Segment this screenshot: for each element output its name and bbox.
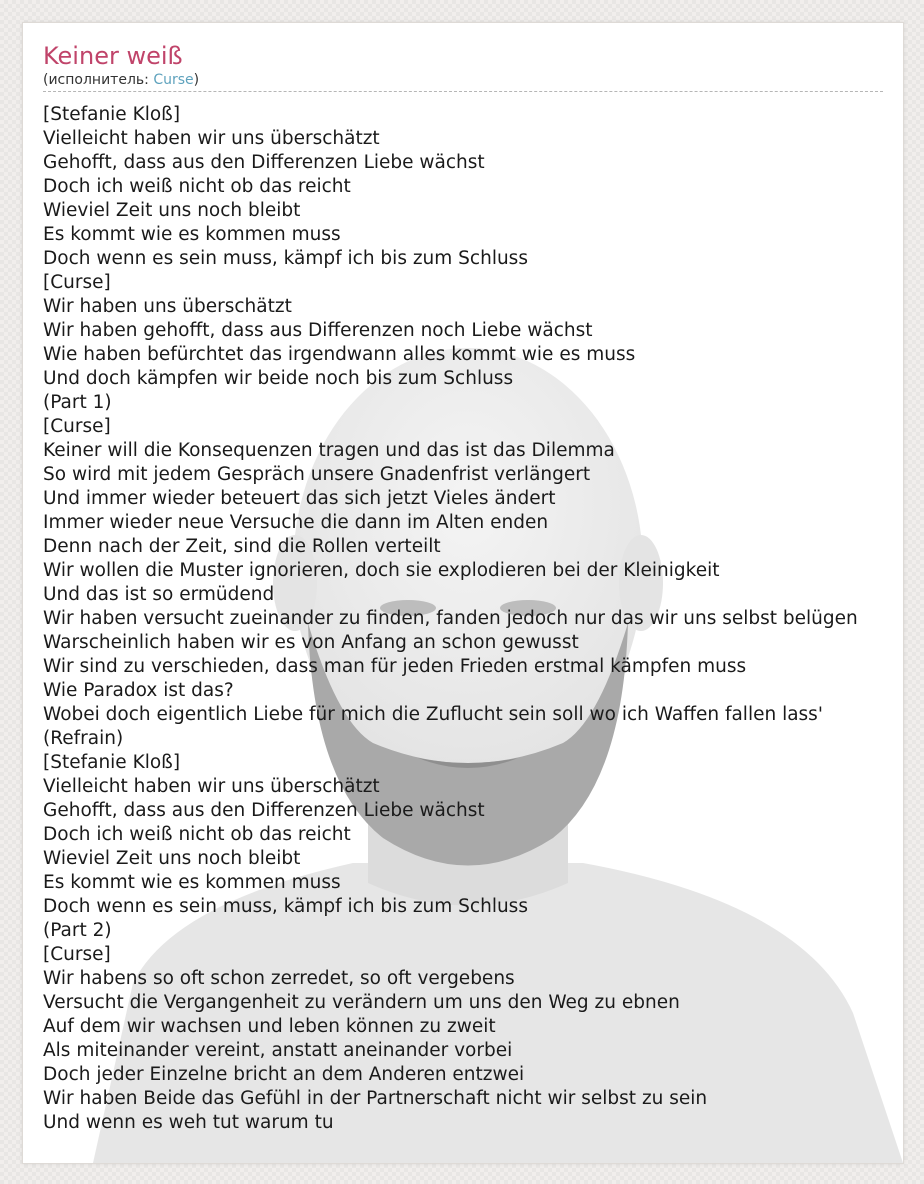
lyric-line: [Curse] (43, 944, 111, 965)
artist-link[interactable]: Curse (153, 72, 194, 88)
lyric-line: Versucht die Vergangenheit zu verändern um uns den Weg zu ebnen (43, 992, 680, 1013)
lyric-line: Vielleicht haben wir uns überschätzt (43, 776, 380, 797)
lyric-line: Doch jeder Einzelne bricht an dem Anderen entzwei (43, 1064, 525, 1085)
lyric-line: Doch ich weiß nicht ob das reicht (43, 176, 351, 197)
lyric-line: [Curse] (43, 272, 111, 293)
artist-line (43, 71, 903, 91)
lyric-line: Es kommt wie es kommen muss (43, 872, 341, 893)
lyric-line: Und doch kämpfen wir beide noch bis zum Schluss (43, 368, 514, 389)
lyric-line: Und wenn es weh tut warum tu (43, 1112, 334, 1133)
lyric-line: Wieviel Zeit uns noch bleibt (43, 200, 301, 221)
lyric-line: Auf dem wir wachsen und leben können zu zweit (43, 1016, 496, 1037)
lyric-line: Wobei doch eigentlich Liebe für mich die Zuflucht sein soll wo ich Waffen fallen lass' (43, 704, 823, 725)
lyric-line: [Stefanie Kloß] (43, 752, 181, 773)
title-divider (43, 91, 883, 92)
artist-suffix: ) (193, 72, 200, 88)
lyric-line: Gehofft, dass aus den Differenzen Liebe wächst (43, 800, 485, 821)
lyric-line: Als miteinander vereint, anstatt aneinander vorbei (43, 1040, 513, 1061)
lyric-line: Und das ist so ermüdend (43, 584, 275, 605)
lyric-line: Immer wieder neue Versuche die dann im Alten enden (43, 512, 549, 533)
lyric-line: Denn nach der Zeit, sind die Rollen verteilt (43, 536, 441, 557)
lyric-line: (Part 2) (43, 920, 112, 941)
lyric-line: Wir habens so oft schon zerredet, so oft vergebens (43, 968, 515, 989)
lyrics-list (43, 103, 903, 1135)
lyric-line: Wir haben Beide das Gefühl in der Partnerschaft nicht wir selbst zu sein (43, 1088, 708, 1109)
lyrics-content (43, 41, 903, 1135)
lyric-line: Warscheinlich haben wir es von Anfang an schon gewusst (43, 632, 579, 653)
lyric-line: Gehofft, dass aus den Differenzen Liebe wächst (43, 152, 485, 173)
lyric-line: So wird mit jedem Gespräch unsere Gnadenfrist verlängert (43, 464, 591, 485)
lyric-line: Es kommt wie es kommen muss (43, 224, 341, 245)
lyric-line: Keiner will die Konsequenzen tragen und das ist das Dilemma (43, 440, 615, 461)
lyric-line: Wir haben gehofft, dass aus Differenzen noch Liebe wächst (43, 320, 593, 341)
lyric-line: [Stefanie Kloß] (43, 104, 181, 125)
lyric-line: Doch ich weiß nicht ob das reicht (43, 824, 351, 845)
song-title: Keiner weiß (43, 42, 183, 70)
lyric-line: Doch wenn es sein muss, kämpf ich bis zum Schluss (43, 248, 528, 269)
lyric-line: (Part 1) (43, 392, 112, 413)
lyric-line: Wir sind zu verschieden, dass man für jeden Frieden erstmal kämpfen muss (43, 656, 747, 677)
lyric-line: Wir haben uns überschätzt (43, 296, 292, 317)
lyric-line: Und immer wieder beteuert das sich jetzt Vieles ändert (43, 488, 556, 509)
artist-prefix: (исполнитель: (43, 72, 154, 88)
lyric-line: Wir wollen die Muster ignorieren, doch sie explodieren bei der Kleinigkeit (43, 560, 720, 581)
lyric-line: Doch wenn es sein muss, kämpf ich bis zum Schluss (43, 896, 528, 917)
lyrics-card (22, 22, 904, 1164)
lyric-line: Wir haben versucht zueinander zu finden, fanden jedoch nur das wir uns selbst belügen (43, 608, 858, 629)
lyric-line: (Refrain) (43, 728, 124, 749)
lyric-line: Wieviel Zeit uns noch bleibt (43, 848, 301, 869)
lyric-line: Vielleicht haben wir uns überschätzt (43, 128, 380, 149)
lyric-line: [Curse] (43, 416, 111, 437)
lyric-line: Wie Paradox ist das? (43, 680, 234, 701)
lyric-line: Wie haben befürchtet das irgendwann alles kommt wie es muss (43, 344, 636, 365)
